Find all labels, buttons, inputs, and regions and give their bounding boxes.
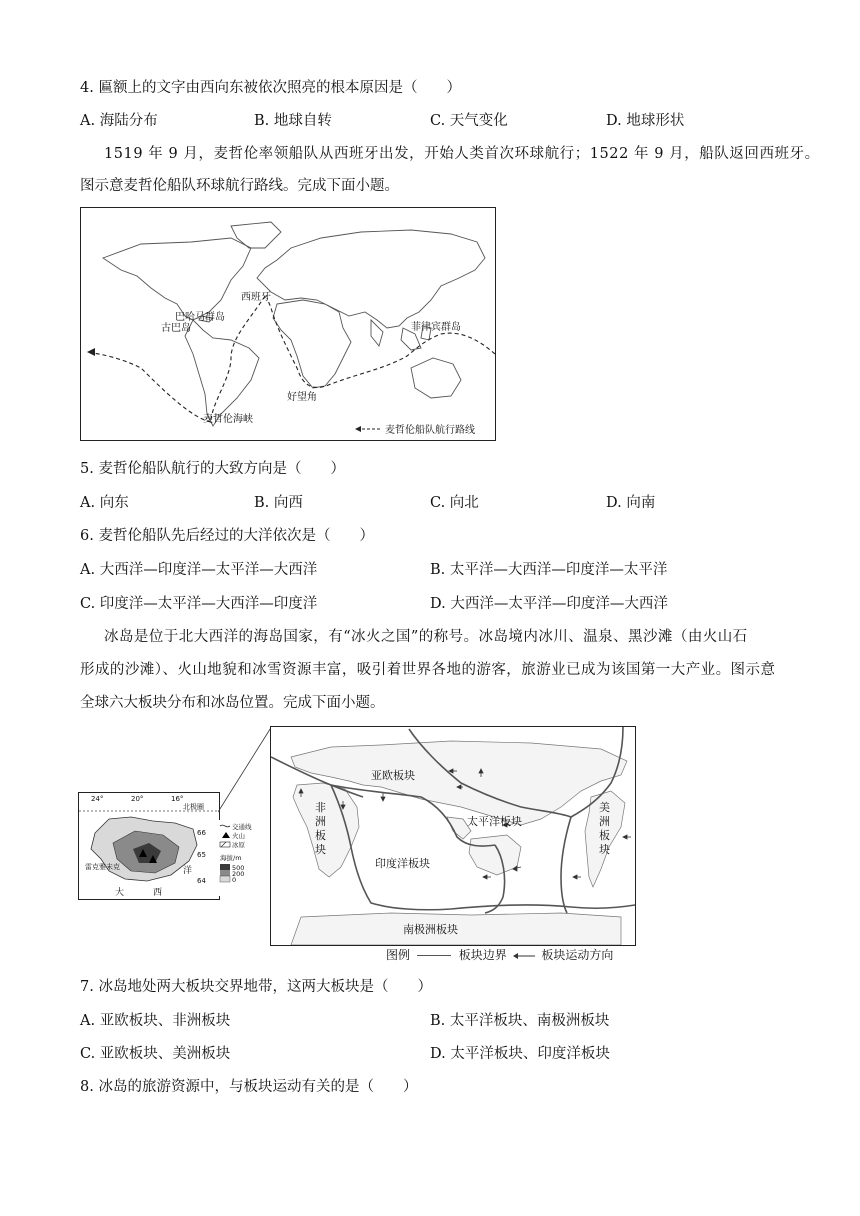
passage1-line1: 1519 年 9 月，麦哲伦率领船队从西班牙出发，开始人类首次环球航行；1522 年 9 月，船队返回西班牙。 [104, 146, 820, 162]
legend-arrow-icon [513, 949, 535, 963]
legend-road: 交通线 [232, 823, 252, 831]
q4-stem: 4. 匾额上的文字由西向东被依次照亮的根本原因是（ ） [80, 80, 461, 96]
passage2-line2: 形成的沙滩）、火山地貌和冰雪资源丰富，吸引着世界各地的游客，旅游业已成为该国第一大产业。图示意 [80, 662, 776, 678]
svg-text:洲: 洲 [599, 815, 610, 828]
iceland-inset-legend [218, 820, 258, 896]
map1-label-spain: 西班牙 [241, 292, 271, 303]
plate-pacific: 太平洋板块 [467, 815, 522, 828]
svg-text:美: 美 [599, 801, 610, 814]
q7-option-d: D. 太平洋板块、印度洋板块 [430, 1046, 610, 1062]
passage2-line3: 全球六大板块分布和冰岛位置。完成下面小题。 [80, 695, 385, 711]
legend-elev: 海拔/m [220, 854, 242, 862]
q4-option-c: C. 天气变化 [430, 113, 508, 129]
svg-text:块: 块 [315, 843, 326, 856]
q5-option-d: D. 向南 [606, 495, 656, 511]
elev-0: 0 [232, 876, 237, 884]
plate-indo: 印度洋板块 [375, 857, 430, 870]
q6-stem: 6. 麦哲伦船队先后经过的大洋依次是（ ） [80, 528, 374, 544]
plates-legend-motion: 板块运动方向 [541, 948, 614, 962]
plates-legend-boundary: 板块边界 [458, 948, 507, 962]
inset-connector [218, 726, 274, 826]
elev-500: 500 [232, 864, 245, 872]
inset-lat-66: 66 [197, 829, 206, 837]
q6-option-b: B. 太平洋—大西洋—印度洋—太平洋 [430, 562, 668, 578]
legend-glacier: 冰原 [232, 841, 245, 849]
inset-sea-1: 大 [115, 888, 125, 898]
q8-stem: 8. 冰岛的旅游资源中，与板块运动有关的是（ ） [80, 1079, 418, 1095]
map1-label-magellan-strait: 麦哲伦海峡 [203, 414, 253, 425]
plates-legend [386, 946, 613, 963]
map1-legend [355, 423, 475, 436]
plate-antarctic: 南极洲板块 [403, 923, 458, 936]
magellan-route-map [80, 207, 496, 441]
map1-label-good-hope: 好望角 [287, 392, 317, 403]
inset-lat-65: 65 [197, 851, 206, 859]
plates-world-map [270, 726, 636, 946]
q6-option-c: C. 印度洋—太平洋—大西洋—印度洋 [80, 596, 318, 612]
passage2-line1: 冰岛是位于北大西洋的海岛国家，有“冰火之国”的称号。冰岛境内冰川、温泉、黑沙滩（由火山石 [104, 629, 748, 645]
inset-sea-3: 洋 [183, 866, 193, 876]
q7-option-a: A. 亚欧板块、非洲板块 [80, 1013, 231, 1029]
map1-label-bahamas: 巴哈马群岛 [175, 312, 225, 323]
map1-label-philippines: 菲律宾群岛 [411, 322, 461, 333]
legend-volcano: 火山 [232, 832, 245, 840]
inset-sea-2: 西 [153, 888, 163, 898]
q7-option-c: C. 亚欧板块、美洲板块 [80, 1046, 231, 1062]
iceland-inset-map [78, 792, 220, 900]
q5-stem: 5. 麦哲伦船队航行的大致方向是（ ） [80, 461, 345, 477]
q4-option-a: A. 海陆分布 [80, 113, 158, 129]
map1-legend-label: 麦哲伦船队航行路线 [385, 425, 475, 436]
passage1-line2: 图示意麦哲伦船队环球航行路线。完成下面小题。 [80, 178, 399, 194]
inset-lon-24: 24° [91, 795, 104, 803]
q4-option-d: D. 地球形状 [606, 113, 685, 129]
q7-stem: 7. 冰岛地处两大板块交界地带，这两大板块是（ ） [80, 979, 432, 995]
elev-200: 200 [232, 870, 245, 878]
q5-option-b: B. 向西 [254, 495, 303, 511]
svg-text:块: 块 [599, 843, 610, 856]
svg-text:板: 板 [599, 829, 610, 842]
plate-american [599, 801, 610, 856]
svg-text:非: 非 [315, 801, 326, 814]
inset-city: 雷克雅未克 [85, 863, 120, 871]
q6-option-d: D. 大西洋—太平洋—印度洋—大西洋 [430, 596, 668, 612]
q5-option-c: C. 向北 [430, 495, 479, 511]
legend-boundary-line [417, 955, 451, 956]
q4-option-b: B. 地球自转 [254, 113, 332, 129]
svg-text:洲: 洲 [315, 815, 326, 828]
svg-text:板: 板 [315, 829, 326, 842]
inset-arctic-circle: 北极圈 [183, 803, 204, 811]
map1-label-cuba: 古巴岛 [161, 323, 191, 334]
plate-eurasian: 亚欧板块 [371, 769, 415, 782]
inset-lon-20: 20° [131, 795, 144, 803]
plates-legend-title: 图例 [386, 948, 411, 962]
q6-option-a: A. 大西洋—印度洋—太平洋—大西洋 [80, 562, 318, 578]
inset-lat-64: 64 [197, 877, 206, 885]
q5-option-a: A. 向东 [80, 495, 129, 511]
inset-lon-16: 16° [171, 795, 184, 803]
q7-option-b: B. 太平洋板块、南极洲板块 [430, 1013, 610, 1029]
